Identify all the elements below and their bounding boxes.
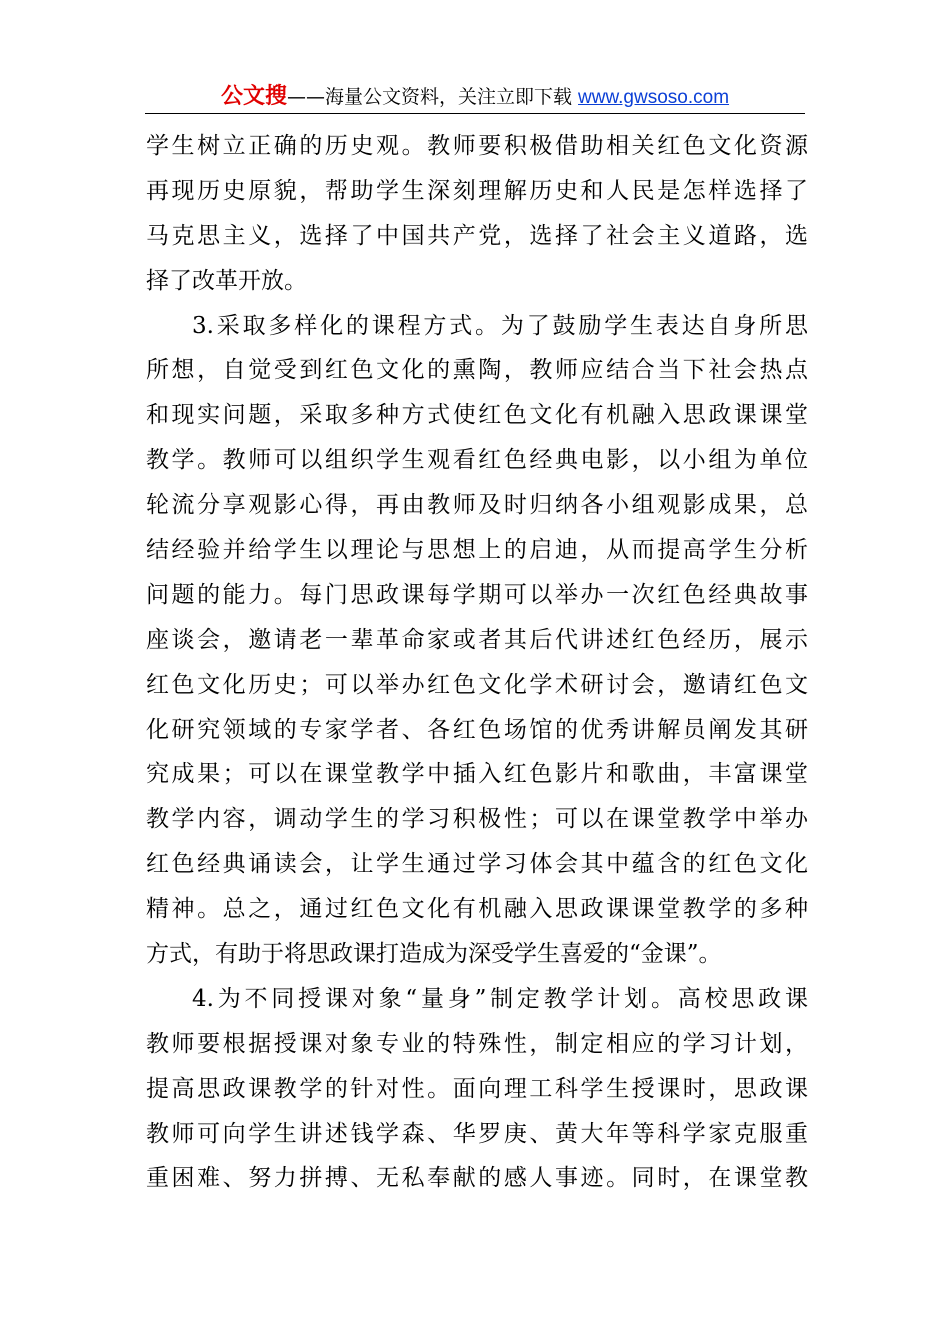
text-line: 和现实问题，采取多种方式使红色文化有机融入思政课课堂 [146,402,808,429]
text-line: 教师可向学生讲述钱学森、华罗庚、黄大年等科学家克服重 [146,1120,808,1147]
text-line: 教学。教师可以组织学生观看红色经典电影，以小组为单位 [146,447,808,474]
text-line: 教师要根据授课对象专业的特殊性，制定相应的学习计划， [146,1030,808,1057]
document-body [146,124,808,1201]
text-line: 究成果；可以在课堂教学中插入红色影片和歌曲，丰富课堂 [146,761,808,788]
text-line: 提高思政课教学的针对性。面向理工科学生授课时，思政课 [146,1075,808,1102]
text-line: 问题的能力。每门思政课每学期可以举办一次红色经典故事 [146,581,808,608]
text-line: 教学内容，调动学生的学习积极性；可以在课堂教学中举办 [146,806,808,833]
header-tagline: ——海量公文资料，关注立即下载 [286,86,572,108]
brand-logo-text: 公文搜 [220,84,287,109]
header-divider [145,113,805,114]
text-line: 所想，自觉受到红色文化的熏陶，教师应结合当下社会热点 [146,357,808,384]
website-link[interactable]: www.gwsoso.com [578,87,730,108]
paragraph-start-line: 3.采取多样化的课程方式。为了鼓励学生表达自身所思 [192,312,808,339]
text-line: 重困难、努力拼搏、无私奉献的感人事迹。同时，在课堂教 [146,1165,808,1192]
text-line: 红色经典诵读会，让学生通过学习体会其中蕴含的红色文化 [146,851,808,878]
text-line: 方式，有助于将思政课打造成为深受学生喜爱的“金课”。 [146,941,722,968]
page-header [0,82,950,113]
text-line: 学生树立正确的历史观。教师要积极借助相关红色文化资源 [146,133,808,159]
paragraph-start-line: 4.为不同授课对象“量身”制定教学计划。高校思政课 [192,985,808,1012]
text-line: 轮流分享观影心得，再由教师及时归纳各小组观影成果，总 [146,492,808,519]
text-line: 马克思主义，选择了中国共产党，选择了社会主义道路，选 [146,222,808,249]
text-line: 精神。总之，通过红色文化有机融入思政课课堂教学的多种 [146,896,808,923]
text-line: 座谈会，邀请老一辈革命家或者其后代讲述红色经历，展示 [146,626,808,653]
text-line: 化研究领域的专家学者、各红色场馆的优秀讲解员阐发其研 [146,716,808,743]
text-line: 再现历史原貌，帮助学生深刻理解历史和人民是怎样选择了 [146,177,808,204]
text-line: 择了改革开放。 [146,267,307,294]
text-line: 结经验并给学生以理论与思想上的启迪，从而提高学生分析 [146,537,808,564]
text-line: 红色文化历史；可以举办红色文化学术研讨会，邀请红色文 [146,671,808,698]
